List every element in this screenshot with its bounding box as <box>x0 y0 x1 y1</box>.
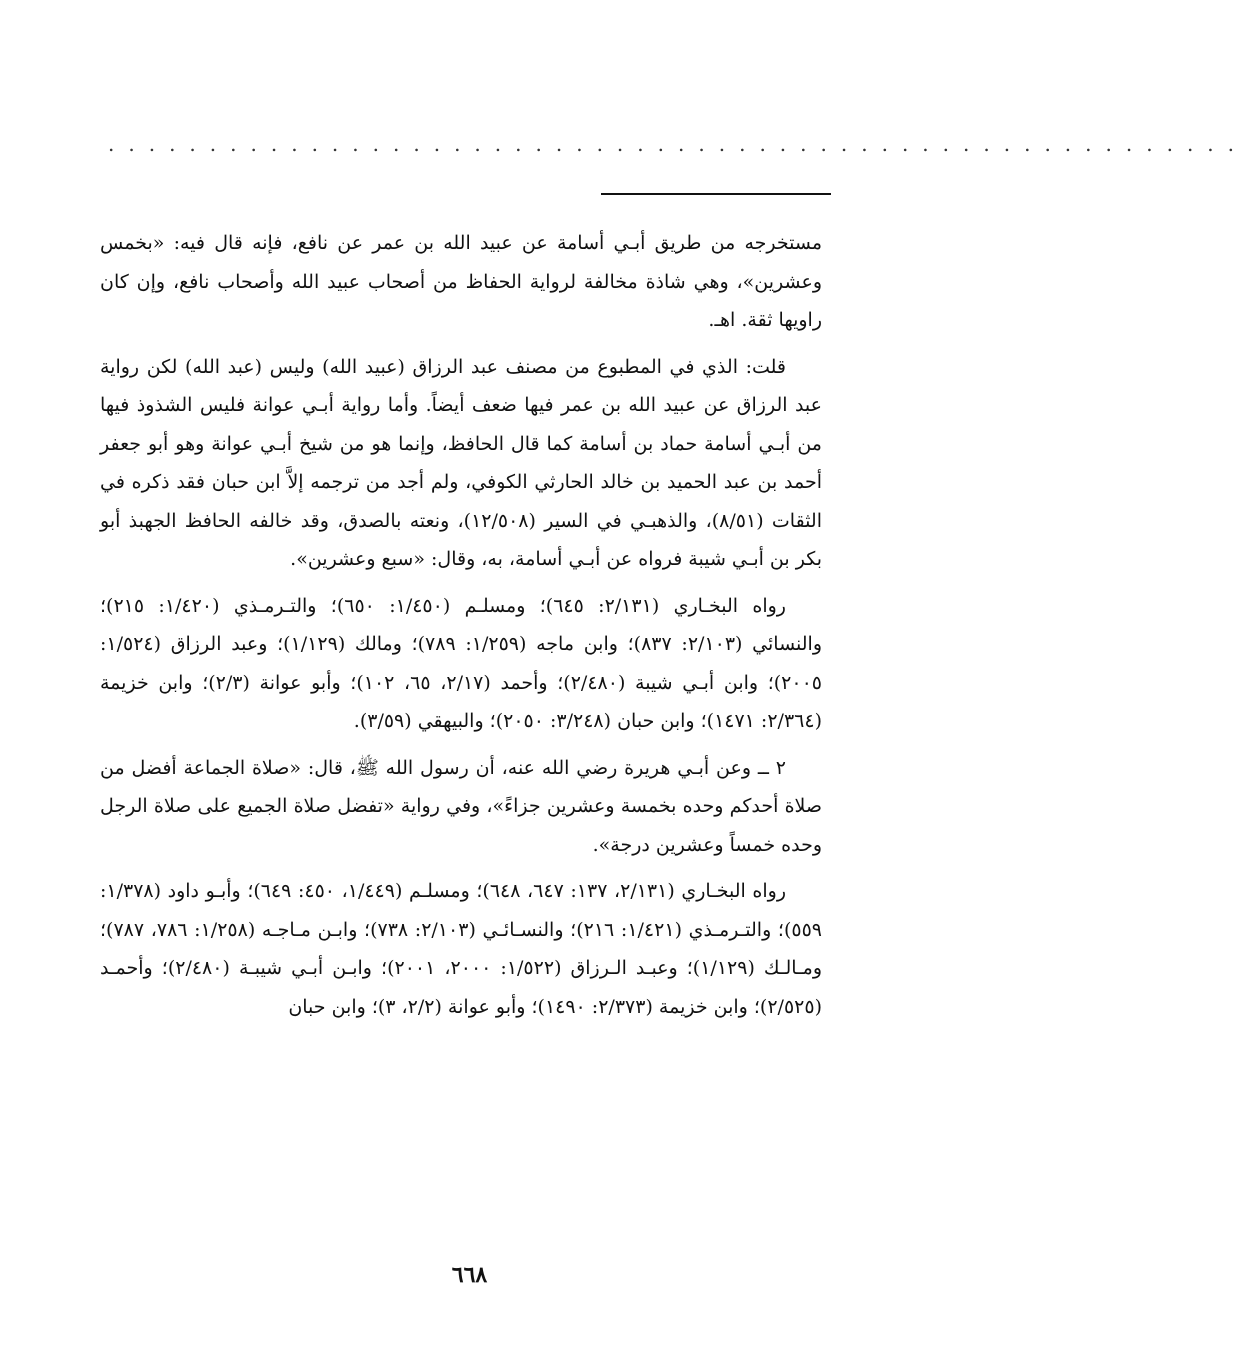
paragraph-references: رواه البخـاري (٢/١٣١: ٦٤٥)؛ ومسلـم (١/٤٥٠: ٦٥٠)؛ والتـرمـذي (١/٤٢٠: ٢١٥)؛ والنسائي (٢/١٠٣: ٨٣٧)؛ وابن ماجه (١/٢٥٩: ٧٨٩)؛ ومالك (١/١٢٩)؛ وعبد الرزاق (١/٥٢٤: ٢٠٠٥)؛ وابن أبـي شيبة (٢/٤٨٠)؛ وأحمد (٢/١٧، ٦٥، ١٠٢)؛ وأبو عوانة (٢/٣)؛ وابن خزيمة (٢/٣٦٤: ١٤٧١)؛ وابن حبان (٣/٢٤٨: ٢٠٥٠)؛ والبيهقي (٣/٥٩). <box>100 594 822 732</box>
paragraph-hadith: ٢ ــ وعن أبـي هريرة رضي الله عنه، أن رسول الله ﷺ، قال: «صلاة الجماعة أفضل من صلاة أحدكم وحده بخمسة وعشرين جزاءً»، وفي رواية «تفضل صلاة الجميع على صلاة الرجل وحده خمساً وعشرين درجة». <box>100 756 822 856</box>
ellipsis-separator: ........................................................ <box>108 132 1248 156</box>
paragraph-continuation: مستخرجه من طريق أبـي أسامة عن عبيد الله بن عمر عن نافع، فإنه قال فيه: «بخمس وعشرين»، وهي شاذة مخالفة لرواية الحفاظ من أصحاب عبيد الله وأصحاب نافع، وإن كان راويها ثقة. اهـ. <box>100 232 822 331</box>
page-number: ٦٦٨ <box>451 1262 488 1288</box>
paragraph-references-2: رواه البخـاري (٢/١٣١، ١٣٧: ٦٤٧، ٦٤٨)؛ ومسلـم (١/٤٤٩، ٤٥٠: ٦٤٩)؛ وأبـو داود (١/٣٧٨: ٥٥٩)؛ والتـرمـذي (١/٤٢١: ٢١٦)؛ والنسـائـي (٢/١٠٣: ٧٣٨)؛ وابـن مـاجـه (١/٢٥٨: ٧٨٦، ٧٨٧)؛ ومـالـك (١/١٢٩)؛ وعبـد الـرزاق (١/٥٢٢: ٢٠٠٠، ٢٠٠١)؛ وابـن أبـي شيبـة (٢/٤٨٠)؛ وأحمـد (٢/٥٢٥)؛ وابن خزيمة (٢/٣٧٣: ١٤٩٠)؛ وأبو عوانة (٢/٢، ٣)؛ وابن حبان <box>100 880 823 1018</box>
footnote-rule <box>601 193 831 195</box>
paragraph-commentary: قلت: الذي في المطبوع من مصنف عبد الرزاق (عبيد الله) وليس (عبد الله) لكن رواية عبد الرزاق عن عبيد الله بن عمر فيها ضعف أيضاً. وأما رواية أبـي عوانة فليس الشذوذ فيها من أبـي أسامة حماد بن أسامة كما قال الحافظ، وإنما هو من شيخ أبـي عوانة وهو أبو جعفر أحمد بن عبد الحميد بن خالد الحارثي الكوفي، ولم أجد من ترجمه إلاَّ ابن حبان فقد ذكره في الثقات (٨/٥١)، والذهبـي في السير (١٢/٥٠٨)، ونعته بالصدق، وقد خالفه الحافظ الجهبذ أبو بكر بن أبـي شيبة فرواه عن أبـي أسامة، به، وقال: «سبع وعشرين». <box>100 355 822 570</box>
page-body <box>100 224 822 1034</box>
